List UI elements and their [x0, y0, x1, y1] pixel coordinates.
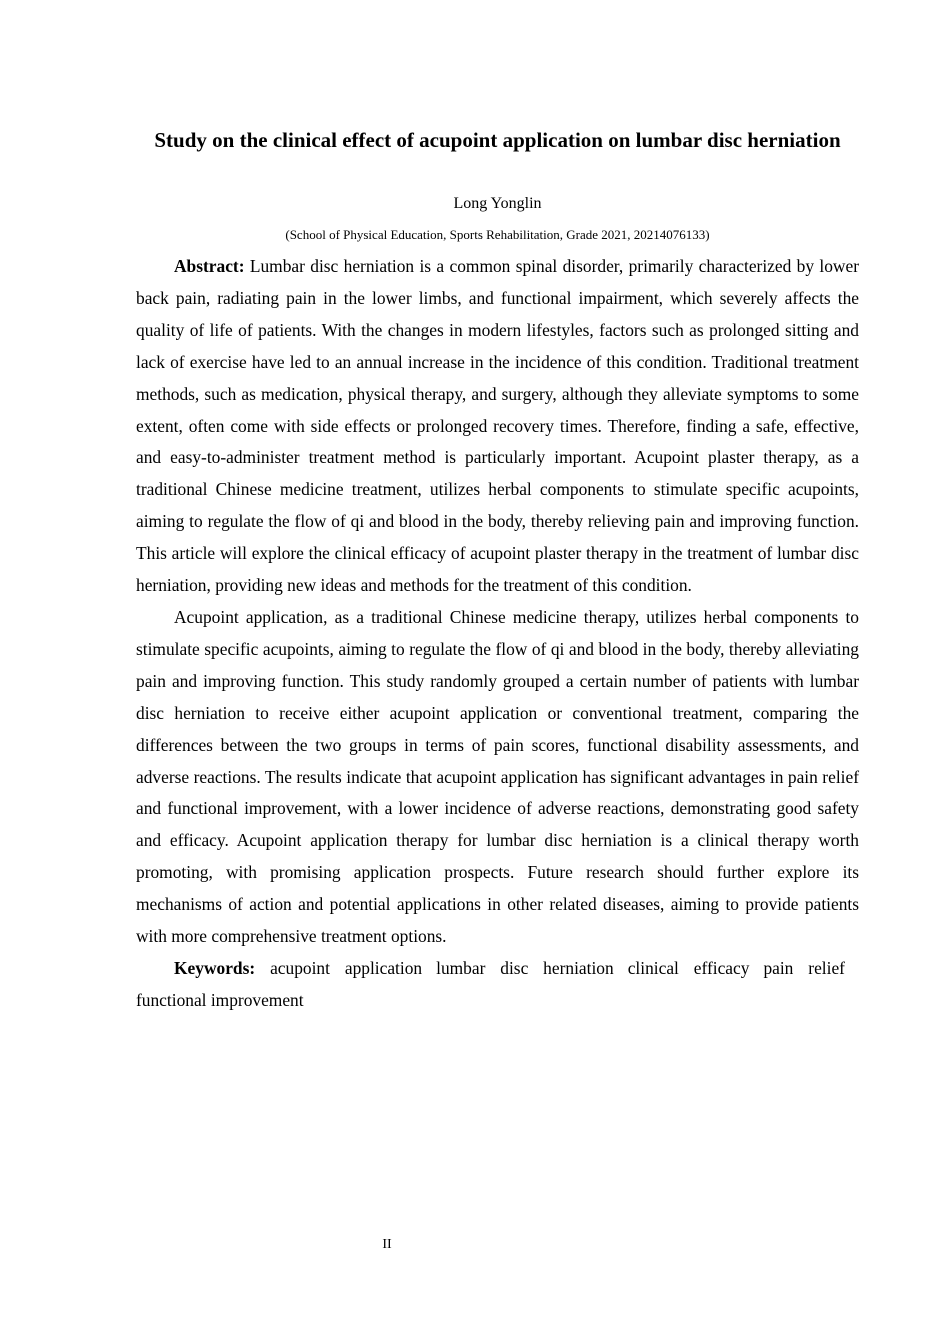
paper-title: Study on the clinical effect of acupoint application on lumbar disc herniation	[154, 128, 841, 152]
author-affiliation: (School of Physical Education, Sports Rehabilitation, Grade 2021, 20214076133)	[285, 227, 710, 242]
page-number: II	[382, 1237, 392, 1252]
keywords-label: Keywords:	[174, 957, 256, 978]
keyword: pain relief	[763, 957, 845, 978]
keyword: lumbar disc herniation	[436, 957, 614, 978]
abstract-paragraph	[136, 251, 859, 602]
abstract-text: Lumbar disc herniation is a common spinal disorder, primarily characterized by lower back pain, radiating pain in the lower limbs, and functional impairment, which severely affects the quality of life of patients. With the changes in modern lifestyles, factors such as prolonged sitting and lack of exercise have led to an annual increase in the incidence of this condition. Traditional treatment methods, such as medication, physical therapy, and surgery, although they alleviate symptoms to some extent, often come with side effects or prolonged recovery times. Therefore, finding a safe, effective, and easy-to-administer treatment method is particularly important. Acupoint plaster therapy, as a traditional Chinese medicine treatment, utilizes herbal components to stimulate specific acupoints, aiming to regulate the flow of qi and blood in the body, thereby relieving pain and improving function. This article will explore the clinical efficacy of acupoint plaster therapy in the treatment of lumbar disc herniation, providing new ideas and methods for the treatment of this condition.	[136, 256, 859, 596]
second-paragraph: Acupoint application, as a traditional Chinese medicine therapy, utilizes herbal components to stimulate specific acupoints, aiming to regulate the flow of qi and blood in the body, thereby alleviating pain and improving function. This study randomly grouped a certain number of patients with lumbar disc herniation to receive either acupoint application or conventional treatment, comparing the differences between the two groups in terms of pain scores, functional disability assessments, and adverse reactions. The results indicate that acupoint application has significant advantages in pain relief and functional improvement, with a lower incidence of adverse reactions, demonstrating good safety and efficacy. Acupoint application therapy for lumbar disc herniation is a clinical therapy worth promoting, with promising application prospects. Future research should further explore its mechanisms of action and potential applications in other related diseases, aiming to provide patients with more comprehensive treatment options.	[136, 606, 859, 947]
keywords-paragraph	[136, 953, 859, 1017]
abstract-label: Abstract:	[174, 256, 245, 276]
keyword: functional improvement	[136, 989, 304, 1010]
abstract-section	[136, 251, 859, 1017]
keyword: clinical efficacy	[627, 957, 750, 978]
author-name: Long Yonglin	[453, 195, 542, 212]
keyword: acupoint application	[270, 957, 423, 978]
